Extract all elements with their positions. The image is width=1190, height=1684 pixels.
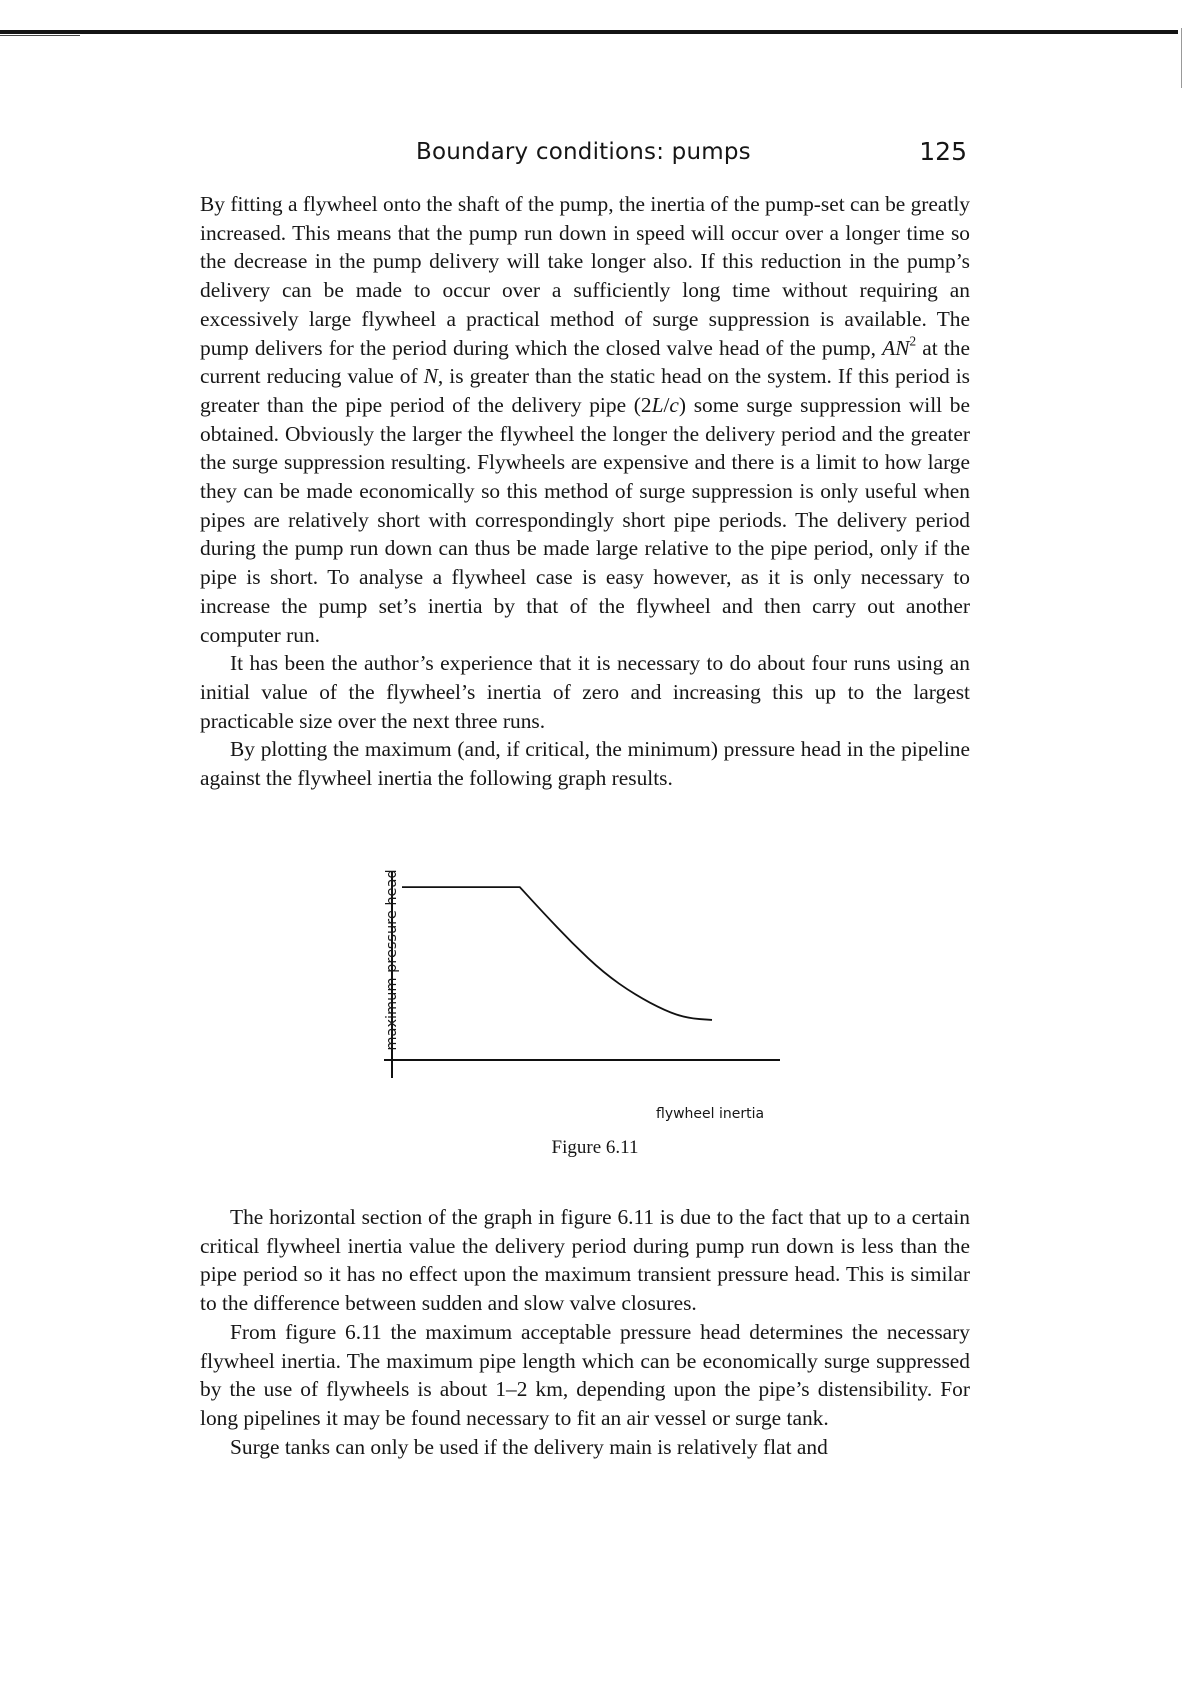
text-segment: , is greater than the static head on the system. If this period is greater than the pipe period of the delivery pipe (2 — [200, 364, 971, 417]
figure-caption: Figure 6.11 — [551, 1137, 639, 1158]
text-segment: / — [663, 392, 670, 417]
text-segment: It has been the author’s experience that it is necessary to do about four runs using an initial value of the flywheel’s inertia of zero and increasing this up to the largest practicable size over the next three runs. — [200, 651, 970, 733]
text-segment: The horizontal section of the graph in figure 6.11 is due to the fact that up to a certain critical flywheel inertia value the delivery period during pump run down is less than the pipe period so it has no effect upon the maximum transient pressure head. This is similar to the difference between sudden and slow valve closures. — [200, 1205, 970, 1316]
flywheel-inertia-chart — [386, 870, 786, 1120]
text-segment: Surge tanks can only be used if the delivery main is relatively flat and — [230, 1434, 828, 1459]
text-segment: By plotting the maximum (and, if critical, the minimum) pressure head in the pipeline against the flywheel inertia the following graph results. — [200, 737, 970, 791]
running-title: Boundary conditions: pumps — [416, 139, 751, 165]
y-axis-label: maximum pressure head — [384, 869, 400, 1051]
page-edge-line — [1181, 28, 1182, 88]
figure-6-11 — [386, 870, 786, 1120]
text-segment: From figure 6.11 the maximum acceptable pressure head determines the necessary flywheel inertia. The maximum pipe length which can be economically surge suppressed by the use of flywheels is about 1–2 km, depending upon the pipe’s distensibility. For long pipelines it may be found necessary to fit an air vessel or surge tank. — [200, 1319, 970, 1430]
running-head — [200, 139, 970, 173]
paragraph-p6 — [200, 1433, 970, 1462]
x-axis-label: flywheel inertia — [656, 1106, 765, 1122]
body-text-after-figure — [200, 1203, 970, 1461]
text-segment: N — [423, 364, 438, 389]
text-segment: c — [669, 392, 679, 417]
series-line-0 — [402, 887, 712, 1020]
paragraph-p4 — [200, 1203, 970, 1318]
paragraph-p2 — [200, 649, 970, 735]
paragraph-p1 — [200, 190, 970, 649]
paragraph-p3 — [200, 735, 970, 792]
paragraph-p5 — [200, 1318, 970, 1433]
text-segment: AN — [882, 335, 910, 360]
text-segment: 2 — [909, 333, 917, 349]
body-text-before-figure — [200, 190, 970, 793]
top-rule — [0, 30, 1178, 34]
text-segment: L — [651, 392, 664, 417]
top-rule-shadow — [0, 35, 80, 36]
text-segment: at the current reducing value of — [200, 335, 970, 389]
text-segment: ) some surge suppression will be obtained. Obviously the larger the flywheel the longer the delivery period and the greater the surge suppression resulting. Flywheels are expensive and there is a limit to how large they can be made economically so this method of surge suppression is only useful when pipes are relatively short with correspondingly short pipe periods. The delivery period during the pump run down can thus be made large relative to the pipe period, only if the pipe is short. To analyse a flywheel case is easy however, as it is only necessary to increase the pump set’s inertia by that of the flywheel and then carry out another computer run. — [200, 392, 970, 647]
page-number: 125 — [919, 137, 967, 166]
text-segment: By fitting a flywheel onto the shaft of the pump, the inertia of the pump-set can be greatly increased. This means that the pump run down in speed will occur over a longer time so the decrease in the pump delivery will take longer also. If this reduction in the pump’s delivery can be made to occur over a sufficiently long time without requiring an excessively large flywheel a practical method of surge suppression is available. The pump delivers for the period during which the closed valve head of the pump, — [200, 192, 970, 360]
